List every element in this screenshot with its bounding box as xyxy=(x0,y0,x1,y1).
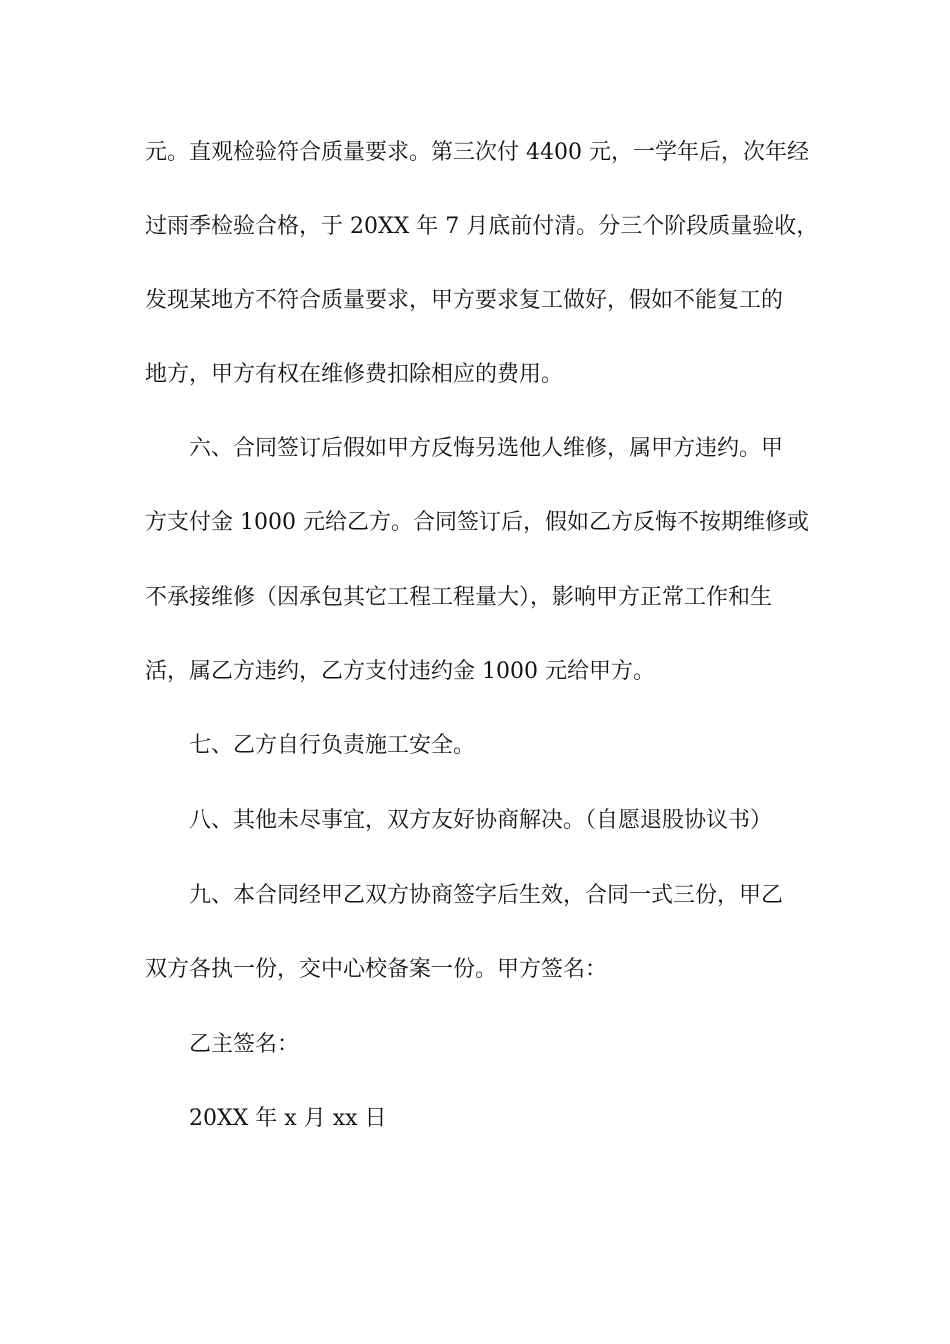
paragraph-5-line-4: 地方，甲方有权在维修费扣除相应的费用。 xyxy=(145,362,564,387)
signing-date: 20XX 年 x 月 xx 日 xyxy=(189,1106,387,1131)
clause-9-line-1: 九、本合同经甲乙双方协商签字后生效，合同一式三份，甲乙 xyxy=(189,883,784,908)
clause-6-line-2: 方支付金 1000 元给乙方。合同签订后，假如乙方反悔不按期维修或 xyxy=(145,510,809,535)
paragraph-5-line-1: 元。直观检验符合质量要求。第三次付 4400 元，一学年后，次年经 xyxy=(145,140,809,165)
clause-8: 八、其他未尽事宜，双方友好协商解决。（自愿退股协议书） xyxy=(189,808,773,833)
paragraph-5-line-3: 发现某地方不符合质量要求，甲方要求复工做好，假如不能复工的 xyxy=(145,288,784,313)
clause-7: 七、乙方自行负责施工安全。 xyxy=(189,733,476,758)
clause-6-line-1: 六、合同签订后假如甲方反悔另选他人维修，属甲方违约。甲 xyxy=(189,436,784,461)
clause-6-line-3: 不承接维修（因承包其它工程工程量大），影响甲方正常工作和生 xyxy=(145,585,773,610)
clause-6-line-4: 活，属乙方违约，乙方支付违约金 1000 元给甲方。 xyxy=(145,659,655,684)
clause-9-line-2: 双方各执一份，交中心校备案一份。甲方签名： xyxy=(145,957,608,982)
paragraph-5-line-2: 过雨季检验合格，于 20XX 年 7 月底前付清。分三个阶段质量验收， xyxy=(145,214,819,239)
party-b-signature: 乙主签名： xyxy=(189,1032,300,1057)
